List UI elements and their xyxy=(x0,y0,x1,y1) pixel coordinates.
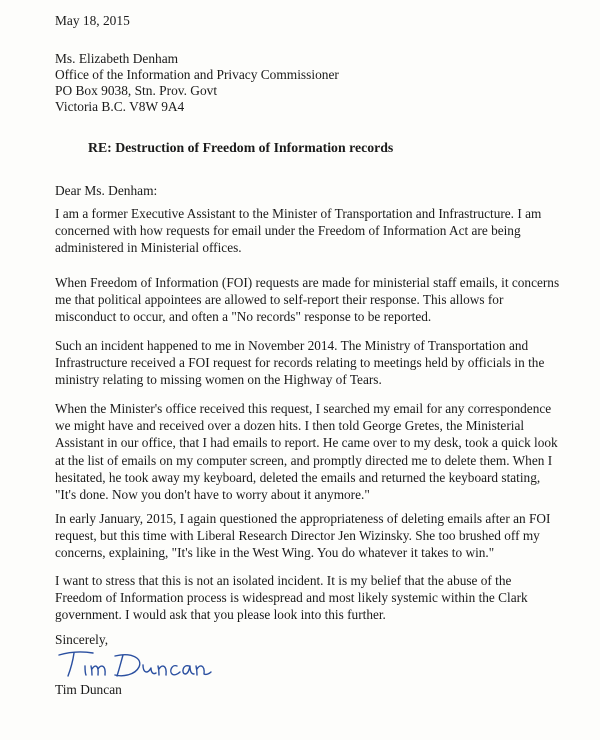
recipient-address xyxy=(55,51,339,115)
body-paragraph-4: When the Minister's office received this request, I searched my email for any correspondence we might have and received over a dozen hits. I then told George Gretes, the Ministerial Assistant in our office, that I had emails to report. He came over to my desk, took a quick look at the list of emails on my computer screen, and promptly directed me to delete them. When I hesitated, he took away my keyboard, deleted the emails and returned the keyboard stating, "It's done. Now you don't have to worry about it anymore." xyxy=(55,401,558,503)
body-paragraph-3: Such an incident happened to me in November 2014. The Ministry of Transportation and Infrastructure received a FOI request for records relating to meetings held by officials in the ministry relating to missing women on the Highway of Tears. xyxy=(55,338,545,388)
salutation: Dear Ms. Denham: xyxy=(55,183,158,198)
body-paragraph-1: I am a former Executive Assistant to the Minister of Transportation and Infrastructure. I am concerned with how requests for email under the Freedom of Information Act are being administered in Ministerial offices. xyxy=(55,206,542,256)
body-paragraph-2: When Freedom of Information (FOI) requests are made for ministerial staff emails, it concerns me that political appointees are allowed to self-report their response. This allows for misconduct to occur, and often a "No records" response to be reported. xyxy=(55,275,560,325)
recipient-city: Victoria B.C. V8W 9A4 xyxy=(55,99,185,114)
subject-line: RE: Destruction of Freedom of Information records xyxy=(88,140,394,155)
typed-signatory-name: Tim Duncan xyxy=(55,682,122,697)
recipient-office: Office of the Information and Privacy Commissioner xyxy=(55,67,339,82)
body-paragraph-6: I want to stress that this is not an isolated incident. It is my belief that the abuse of the Freedom of Information process is widespread and most likely systemic within the Clark government. I would ask that you please look into this further. xyxy=(55,573,528,623)
closing: Sincerely, xyxy=(55,632,109,647)
handwritten-signature xyxy=(55,646,215,684)
recipient-name: Ms. Elizabeth Denham xyxy=(55,51,179,66)
recipient-po-box: PO Box 9038, Stn. Prov. Govt xyxy=(55,83,218,98)
letter-date: May 18, 2015 xyxy=(55,13,130,28)
body-paragraph-5: In early January, 2015, I again questioned the appropriateness of deleting emails after an FOI request, but this time with Liberal Research Director Jen Wizinsky. She too brushed off my concerns, explaining, "It's like in the West Wing. You do whatever it takes to win." xyxy=(55,511,551,561)
